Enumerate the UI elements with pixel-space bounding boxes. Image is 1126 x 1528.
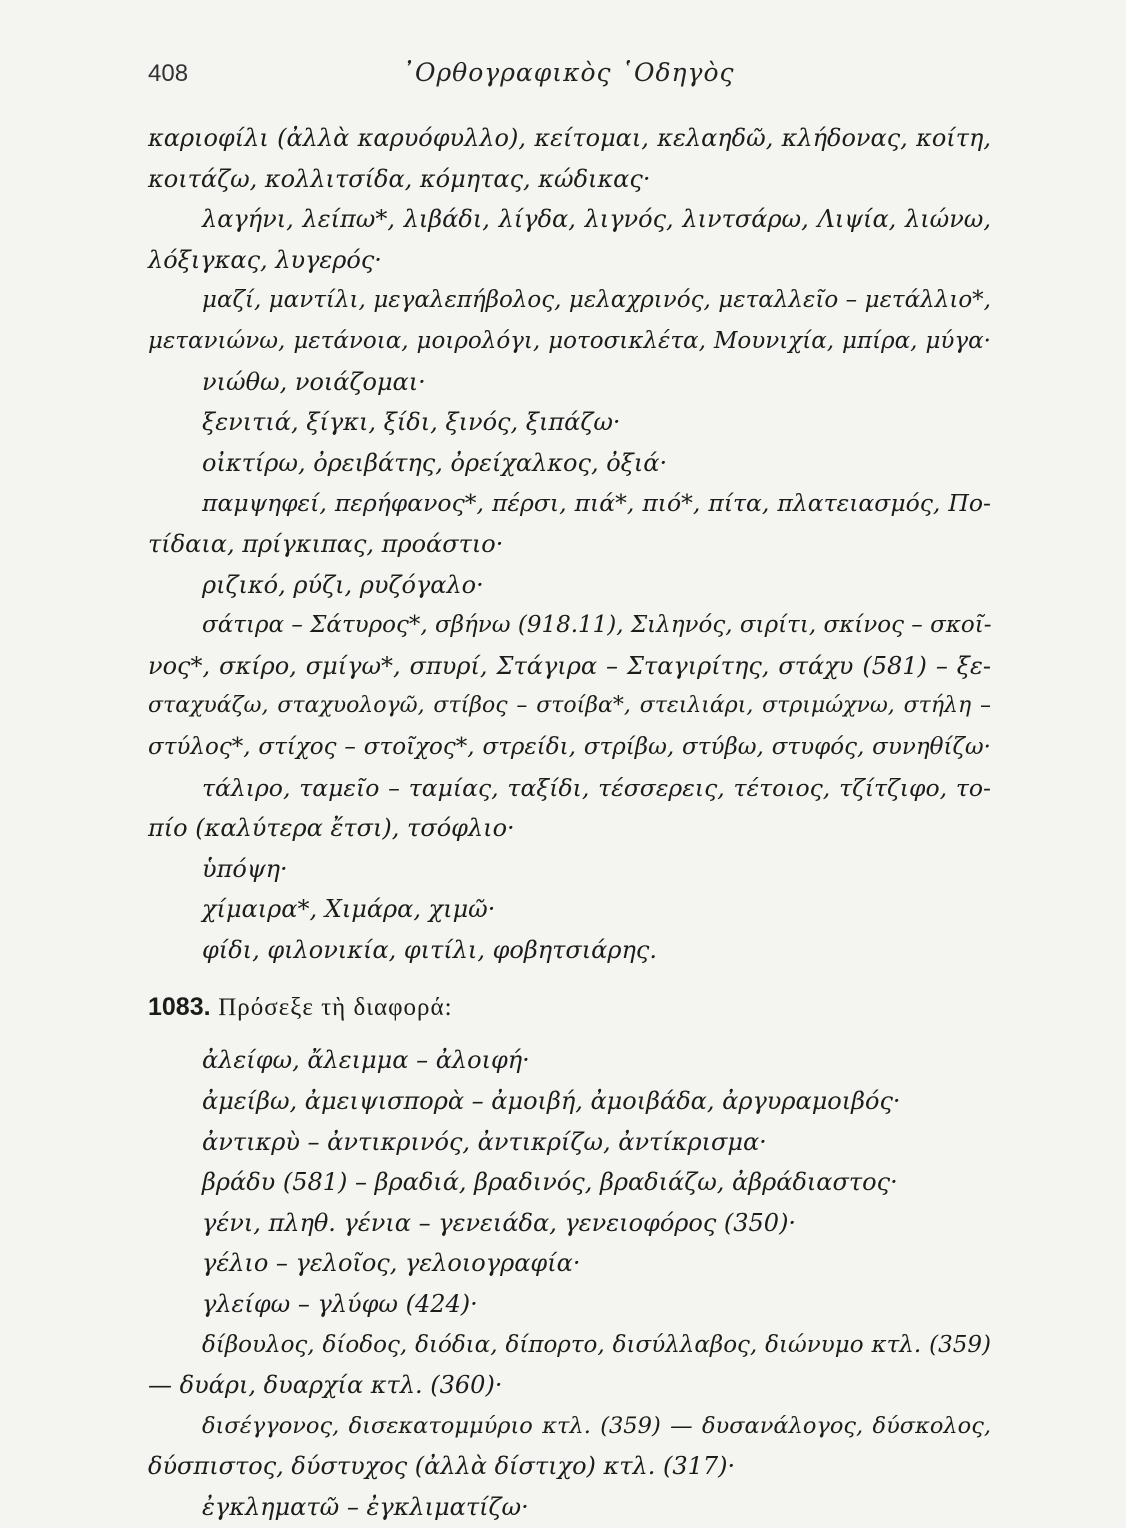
text-line: ὑπόψη·	[202, 854, 288, 883]
text-line: χίμαιρα*, Χιμάρα, χιμῶ·	[202, 895, 496, 924]
text-line: πίο (καλύτερα ἔτσι), τσόφλιο·	[148, 814, 515, 843]
text-line: γλείφω – γλύφω (424)·	[202, 1290, 478, 1319]
section-label: Πρόσεξε τὴ διαφορά:	[218, 994, 453, 1022]
text-line: κοιτάζω, κολλιτσίδα, κόμητας, κώδικας·	[148, 164, 651, 193]
text-line: παμψηφεί, περήφανος*, πέρσι, πιά*, πιό*, πίτα, πλατειασμός, Πο-	[202, 489, 991, 518]
text-line: φίδι, φιλονικία, φιτίλι, φοβητσιάρης.	[202, 935, 657, 964]
text-line: δισέγγονος, δισεκατομμύριο κτλ. (359) — δυσανάλογος, δύσκολος,	[202, 1412, 991, 1439]
text-line: — δυάρι, δυαρχία κτλ. (360)·	[148, 1371, 503, 1400]
text-line: ἀμείβω, ἀμειψισπορὰ – ἀμοιβή, ἀμοιβάδα, ἀργυραμοιβός·	[202, 1087, 901, 1116]
text-line: καριοφίλι (ἀλλὰ καρυόφυλλο), κείτομαι, κελαηδῶ, κλήδονας, κοίτη,	[148, 124, 991, 152]
text-line: σάτιρα – Σάτυρος*, σβήνω (918.11), Σιληνός, σιρίτι, σκίνος – σκοῖ-	[202, 612, 992, 639]
text-line: γέλιο – γελοῖος, γελοιογραφία·	[202, 1249, 581, 1278]
page-header	[148, 52, 988, 92]
section-number: 1083.	[148, 993, 211, 1022]
page-body	[148, 118, 991, 1528]
text-line: λαγήνι, λείπω*, λιβάδι, λίγδα, λιγνός, λιντσάρω, Λιψία, λιώνω,	[202, 205, 991, 234]
text-line: ἀντικρὺ – ἀντικρινός, ἀντικρίζω, ἀντίκρισμα·	[202, 1127, 767, 1156]
text-line: σταχυάζω, σταχυολογῶ, στίβος – στοίβα*, στειλιάρι, στριμώχνω, στήλη –	[148, 693, 991, 719]
text-line: τάλιρο, ταμεῖο – ταμίας, ταξίδι, τέσσερεις, τέτοιος, τζίτζιφο, το-	[202, 773, 991, 802]
text-line: τίδαια, πρίγκιπας, προάστιο·	[148, 529, 504, 558]
word-list-block-1	[148, 118, 991, 970]
text-line: λόξιγκας, λυγερός·	[148, 245, 382, 274]
word-list-block-2	[148, 1040, 991, 1527]
page-number: 408	[148, 60, 189, 87]
text-line: ἐγκληματῶ – ἐγκλιματίζω·	[202, 1493, 529, 1521]
text-line: μαζί, μαντίλι, μεγαλεπήβολος, μελαχρινός, μεταλλεῖο – μετάλλιο*,	[202, 287, 991, 314]
text-line: ἀλείφω, ἄλειμμα – ἀλοιφή·	[202, 1046, 530, 1075]
running-title: ᾿Ορθογραφικὸς ῾Οδηγὸς	[401, 58, 735, 87]
text-line: δίβουλος, δίοδος, διόδια, δίπορτο, δισύλλαβος, διώνυμο κτλ. (359)	[202, 1331, 991, 1358]
text-line: ξενιτιά, ξίγκι, ξίδι, ξινός, ξιπάζω·	[202, 408, 621, 437]
text-line: ριζικό, ρύζι, ρυζόγαλο·	[202, 570, 484, 599]
text-line: στύλος*, στίχος – στοῖχος*, στρείδι, στρίβω, στύβω, στυφός, συνηθίζω·	[148, 733, 991, 760]
text-line: βράδυ (581) – βραδιά, βραδινός, βραδιάζω, ἀβράδιαστος·	[202, 1168, 898, 1197]
text-line: γένι, πληθ. γένια – γενειάδα, γενειοφόρος (350)·	[202, 1208, 797, 1237]
text-line: νιώθω, νοιάζομαι·	[202, 367, 426, 396]
text-line: δύσπιστος, δύστυχος (ἀλλὰ δίστιχο) κτλ. (317)·	[148, 1452, 736, 1481]
text-line: οἰκτίρω, ὀρειβάτης, ὀρείχαλκος, ὀξιά·	[202, 448, 668, 477]
text-line: μετανιώνω, μετάνοια, μοιρολόγι, μοτοσικλέτα, Μουνιχία, μπίρα, μύγα·	[148, 327, 991, 354]
text-line: νος*, σκίρο, σμίγω*, σπυρί, Στάγιρα – Σταγιρίτης, στάχυ (581) – ξε-	[148, 651, 991, 680]
section-heading	[148, 980, 991, 1034]
